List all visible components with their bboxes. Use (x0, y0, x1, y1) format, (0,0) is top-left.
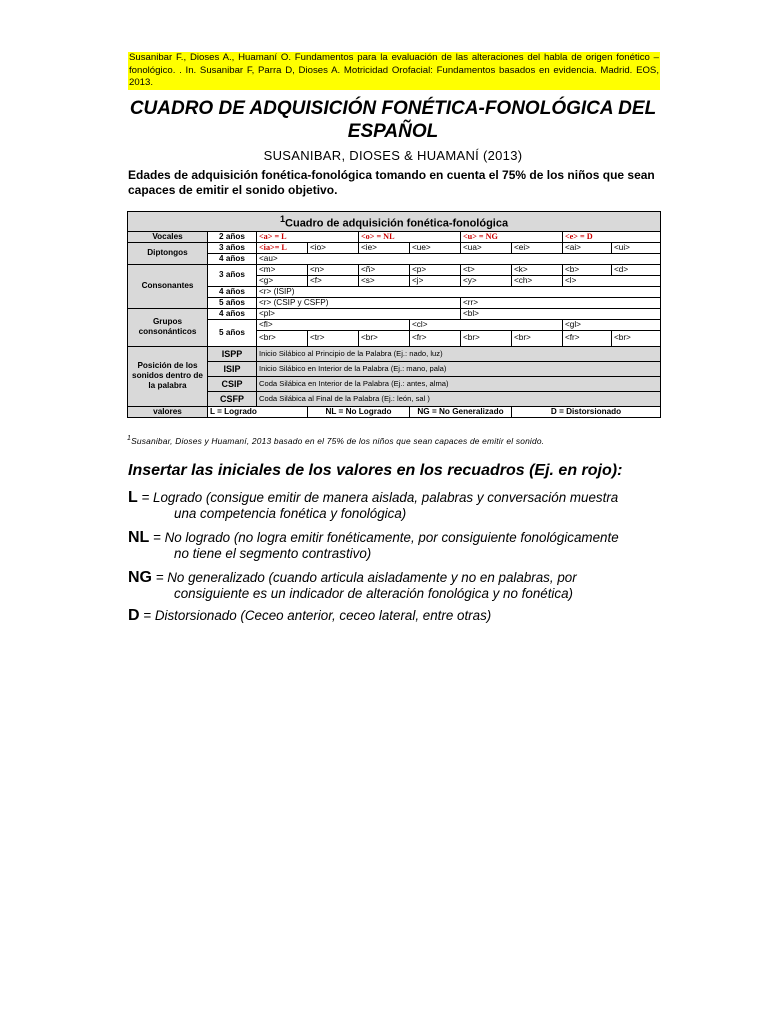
cluster-cell[interactable]: <fr> (563, 330, 612, 346)
cluster-cell[interactable]: <pl> (257, 308, 461, 319)
position-code: ISIP (208, 361, 257, 376)
age-cell: 4 años (208, 308, 257, 319)
position-code: ISPP (208, 346, 257, 361)
row-label-diptongos: Diptongos (128, 242, 208, 264)
consonant-cell[interactable]: <b> (563, 264, 612, 275)
age-cell: 3 años (208, 264, 257, 286)
definition-d: D = Distorsionado (Ceceo anterior, ceceo lateral, entre otras) (128, 607, 492, 624)
value-legend: L = Logrado (208, 406, 308, 417)
row-label-vocales: Vocales (128, 231, 208, 242)
cluster-cell[interactable]: <tr> (308, 330, 359, 346)
consonant-cell[interactable]: <d> (612, 264, 661, 275)
consonant-cell[interactable]: <t> (461, 264, 512, 275)
cluster-cell[interactable]: <cl> (410, 319, 563, 330)
row-label-grupos: Grupos consonánticos (128, 308, 208, 346)
age-cell: 4 años (208, 253, 257, 264)
cluster-cell[interactable]: <fr> (410, 330, 461, 346)
consonant-cell[interactable]: <n> (308, 264, 359, 275)
reference-citation: Susanibar F., Dioses A., Huamaní O. Fundamentos para la evaluación de las alteraciones del habla de origen fonético – fonológico. . In. Susanibar F, Parra D, Dioses A. Motricidad Orofacial: Fundamentos basados en evidencia. Madrid. EOS, 2013. (129, 52, 659, 88)
definition-ng: NG = No generalizado (cuando articula aisladamente y no en palabras, por consiguiente es un indicador de alteración fonológica y no fonética) (128, 569, 577, 601)
age-cell: 5 años (208, 297, 257, 308)
consonant-cell[interactable]: <g> (257, 275, 308, 286)
position-description: Inicio Silábico al Principio de la Palabra (Ej.: nado, luz) (257, 346, 661, 361)
cluster-cell[interactable]: <gl> (563, 319, 661, 330)
diphthong-cell[interactable]: <ue> (410, 242, 461, 253)
value-legend: NL = No Logrado (308, 406, 410, 417)
diphthong-cell[interactable]: <ie> (359, 242, 410, 253)
age-cell: 5 años (208, 319, 257, 346)
table-caption: $^1$Cuadro de adquisición fonética-fonológica (128, 212, 661, 232)
instruction-heading: Insertar las iniciales de los valores en los recuadros (Ej. en rojo): (128, 462, 623, 479)
consonant-cell[interactable]: <r> (CSIP y CSFP) (257, 297, 461, 308)
age-cell: 4 años (208, 286, 257, 297)
consonant-cell[interactable]: <m> (257, 264, 308, 275)
acquisition-table (127, 211, 661, 418)
intro-paragraph: Edades de adquisición fonética-fonológica tomando en cuenta el 75% de los niños que sean capaces de emitir el sonido objetivo. (128, 168, 655, 197)
consonant-cell[interactable]: <r> (ISIP) (257, 286, 661, 297)
consonant-cell[interactable]: <ch> (512, 275, 563, 286)
position-code: CSIP (208, 376, 257, 391)
cluster-cell[interactable]: <br> (512, 330, 563, 346)
definition-nl: NL = No logrado (no logra emitir fonéticamente, por consiguiente fonológicamente no tiene el segmento contrastivo) (128, 529, 619, 561)
consonant-cell[interactable]: <s> (359, 275, 410, 286)
consonant-cell[interactable]: <y> (461, 275, 512, 286)
diphthong-cell[interactable]: <ai> (563, 242, 612, 253)
consonant-cell[interactable]: <p> (410, 264, 461, 275)
cluster-cell[interactable]: <br> (461, 330, 512, 346)
consonant-cell[interactable]: <f> (308, 275, 359, 286)
value-legend: D = Distorsionado (512, 406, 661, 417)
cluster-cell[interactable]: <bl> (461, 308, 661, 319)
cluster-cell[interactable]: <br> (359, 330, 410, 346)
position-description: Coda Silábica al Final de la Palabra (Ej.: león, sal ) (257, 391, 661, 406)
position-description: Coda Silábica en Interior de la Palabra (Ej.: antes, alma) (257, 376, 661, 391)
position-description: Inicio Silábico en Interior de la Palabra (Ej.: mano, pala) (257, 361, 661, 376)
row-label-valores: valores (128, 406, 208, 417)
vowel-cell[interactable]: <a> = L (257, 231, 359, 242)
consonant-cell[interactable]: <k> (512, 264, 563, 275)
vowel-cell[interactable]: <u> = NG (461, 231, 563, 242)
consonant-cell[interactable]: <l> (563, 275, 661, 286)
table-footnote: $^1$Susanibar, Dioses y Huamaní, 2013 basado en el 75% de los niños que sean capaces de emitir el sonido. (127, 435, 545, 446)
consonant-cell[interactable]: <ñ> (359, 264, 410, 275)
definition-l: L = Logrado (consigue emitir de manera aislada, palabras y conversación muestra una competencia fonética y fonológica) (128, 489, 619, 521)
value-legend: NG = No Generalizado (410, 406, 512, 417)
diphthong-cell[interactable]: <io> (308, 242, 359, 253)
cluster-cell[interactable]: <br> (612, 330, 661, 346)
diphthong-cell[interactable]: <au> (257, 253, 661, 264)
cluster-cell[interactable]: <br> (257, 330, 308, 346)
row-label-posicion: Posición de los sonidos dentro de la palabra (128, 346, 208, 406)
age-cell: 2 años (208, 231, 257, 242)
diphthong-cell[interactable]: <ua> (461, 242, 512, 253)
diphthong-cell[interactable]: <ui> (612, 242, 661, 253)
cluster-cell[interactable]: <fl> (257, 319, 410, 330)
age-cell: 3 años (208, 242, 257, 253)
vowel-cell[interactable]: <e> = D (563, 231, 661, 242)
vowel-cell[interactable]: <o> = NL (359, 231, 461, 242)
consonant-cell[interactable]: <j> (410, 275, 461, 286)
consonant-cell[interactable]: <rr> (461, 297, 661, 308)
row-label-consonantes: Consonantes (128, 264, 208, 308)
diphthong-cell[interactable]: <ei> (512, 242, 563, 253)
page-title: CUADRO DE ADQUISICIÓN FONÉTICA-FONOLÓGICA DEL ESPAÑOL (129, 98, 657, 142)
diphthong-cell[interactable]: <ia>= L (257, 242, 308, 253)
authors-line: SUSANIBAR, DIOSES & HUAMANÍ (2013) (263, 148, 523, 163)
position-code: CSFP (208, 391, 257, 406)
